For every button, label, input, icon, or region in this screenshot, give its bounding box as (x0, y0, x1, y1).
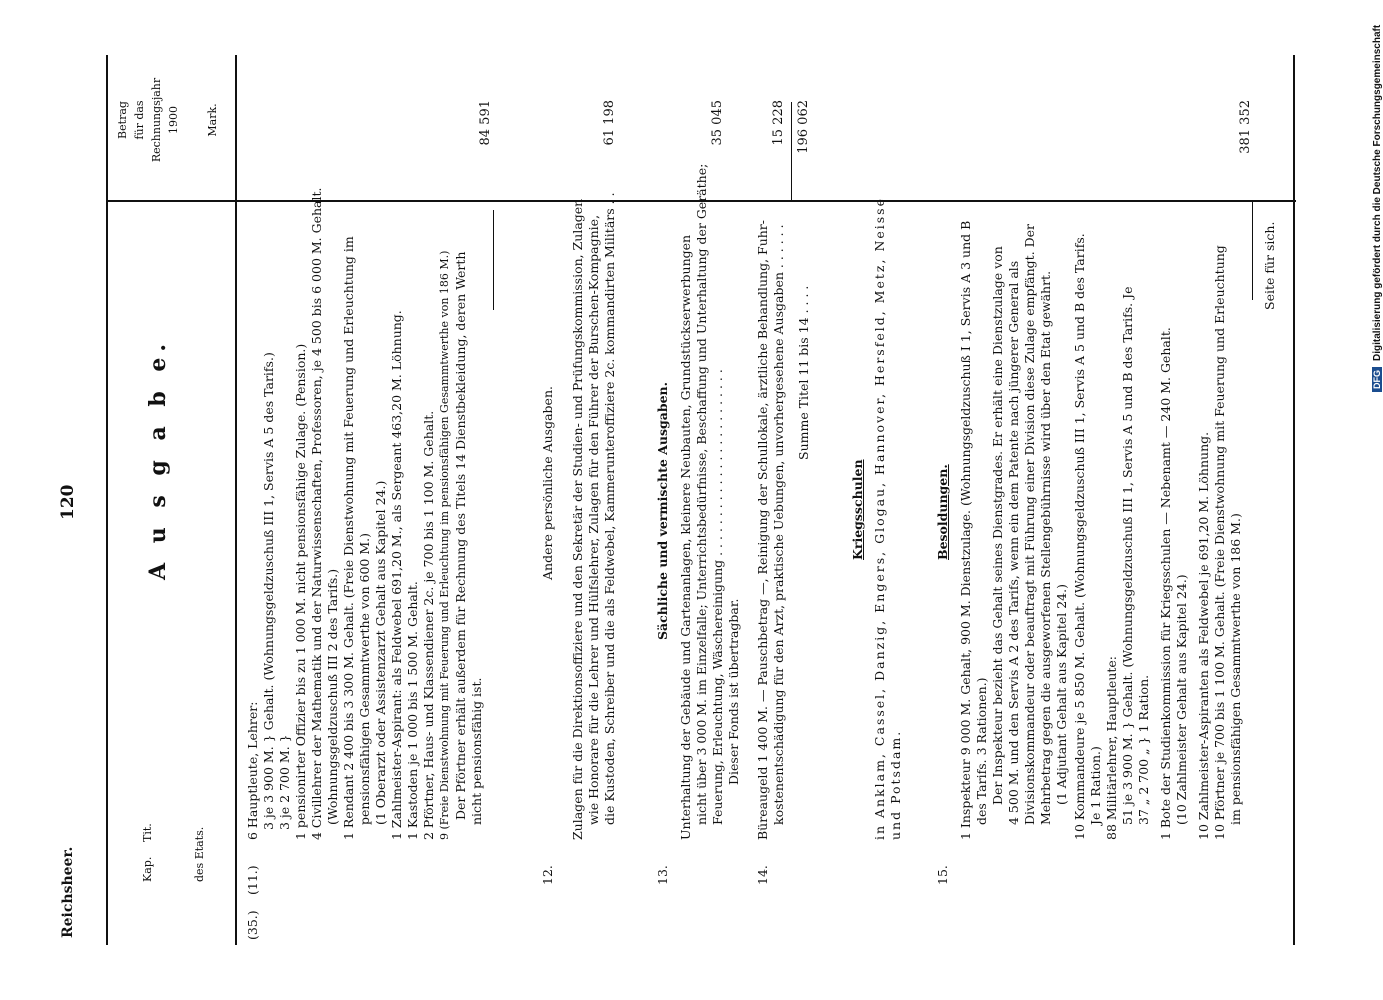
block15-line: Divisionskommandeur oder beauftragt mit Führung einer Division diese Zulage empfängt. Der (1022, 223, 1037, 825)
block11-amount: 84 591 (478, 100, 493, 146)
block15-line: 37 „ 2 700 „ } 1 Ration. (1136, 674, 1151, 825)
block13-heading: Sächliche und vermischte Ausgaben. (655, 382, 670, 640)
block11-line: 4 Civillehrer der Mathematik und der Naturwissenschaften, Professoren, je 4 500 bis 6 000 M. Gehalt. (309, 187, 324, 840)
table-title: A u s g a b e. (145, 337, 171, 580)
kap-35: (35.) (245, 910, 260, 940)
block15-amount: 381 352 (1238, 100, 1253, 154)
block12-line: Zulagen für die Direktionsoffiziere und den Sekretär der Studien- und Prüfungskommission, Zulagen (570, 198, 585, 840)
kriegsschulen-line1: in Anklam, Cassel, Danzig, Engers, Glogau, Hannover, Hersfeld, Metz, Neisse (872, 197, 887, 840)
col-betrag-1: Betrag (116, 101, 129, 139)
block15-line: Der Inspekteur bezieht das Gehalt seines Dienstgrades. Er erhält eine Dienstzulage von (990, 246, 1005, 805)
block11-line: (1 Oberarzt oder Assistenzarzt Gehalt aus Kapitel 24.) (373, 480, 388, 825)
block15-line: 10 Kommandeure je 5 850 M. Gehalt. (Wohnungsgeldzuschuß III 1, Servis A 5 und B des Tarifs. (1072, 233, 1087, 840)
kriegsschulen-heading: Kriegsschulen (850, 459, 865, 560)
tit-14: 14. (755, 865, 770, 885)
block11-line: pensionsfähigen Gesammtwerthe von 600 M.) (357, 533, 372, 825)
block15-line: (10 Zahlmeister Gehalt aus Kapitel 24.) (1174, 574, 1189, 825)
block13-line: Dieser Fonds ist übertragbar. (726, 598, 741, 785)
block15-heading: Besoldungen. (935, 464, 950, 560)
block14-line: kostenentschädigung für den Arzt, praktische Uebungen, unvorhergesehene Ausgaben . . . . . . (771, 224, 786, 825)
col-kap: Kap. (141, 856, 154, 882)
tit-15: 15. (935, 865, 950, 885)
tit-13: 13. (655, 865, 670, 885)
block13-line: nicht über 3 000 M. im Einzelfalle; Unterrichtsbedürfnisse, Beschaffung und Unterhaltung der Geräthe; (694, 163, 709, 825)
block11-line: 2 Pförtner, Haus- und Klassendiener 2c. je 700 bis 1 100 M. Gehalt. (421, 410, 436, 840)
block11-line: Der Pförtner erhält außerdem für Rechnung des Titels 14 Dienstbekleidung, deren Werth (453, 251, 468, 820)
block15-line: 10 Zahlmeister-Aspiranten als Feldwebel je 691,20 M. Löhnung. (1196, 431, 1211, 840)
col-betrag-4: 1900 (167, 106, 180, 134)
block13-line: Feuerung, Erleuchtung, Wäschereinigung . . . . . . . . . . . . . . . . . . . . . . . . (710, 369, 725, 825)
block11-line: 1 Kastoden je 1 000 bis 1 500 M. Gehalt. (405, 581, 420, 840)
block15-line: Mehrbetrag gegen die ausgeworfenen Stellengebührnisse wird über den Etat gewährt. (1038, 270, 1053, 825)
block11-line: 1 Zahlmeister-Aspirant: als Feldwebel 691,20 M., als Sergeant 463,20 M. Löhnung. (389, 310, 404, 840)
header-left: Reichsheer. (60, 846, 76, 938)
block15-line: Je 1 Ration.) (1088, 746, 1103, 825)
top-rule (106, 55, 108, 945)
tit-11: (11.) (245, 865, 260, 895)
block11-line: 6 Hauptleute, Lehrer: (245, 701, 260, 840)
header-rule (235, 55, 237, 945)
block15-line: 88 Militärlehrer, Hauptleute: (1104, 656, 1119, 840)
block11-line: 1 pensionirter Offizier bis zu 1 000 M. nicht pensionsfähige Zulage. (Pension.) (293, 343, 308, 840)
col-betrag-5: Mark. (206, 103, 219, 137)
block15-line: 10 Pförtner je 700 bis 1 100 M. Gehalt. (Freie Dienstwohnung mit Feuerung und Erleuchtung (1212, 245, 1227, 840)
block12-amount: 61 198 (602, 100, 617, 146)
block13-line: Unterhaltung der Gebäude und Gartenanlagen, kleinere Neubauten, Grundstückserwerbungen (678, 234, 693, 840)
block15-line: 4 500 M. und den Servis A 2 des Tarifs, wenn ein dem Patente nach jüngerer General als (1006, 260, 1021, 825)
block11-line: nicht pensionsfähig ist. (469, 677, 484, 825)
page-number: 120 (58, 484, 78, 520)
tit-12: 12. (540, 865, 555, 885)
block11-line: 9 (Freie Dienstwohnung mit Feuerung und Erleuchtung im pensionsfähigen Gesammtwerthe von 186 M.) (438, 250, 451, 840)
block11-line: 3 je 2 700 M. } (277, 734, 292, 830)
block12-line: die Kustoden, Schreiber und die als Feldwebel, Kammerunteroffiziere 2c. kommandirten Militärs . . (602, 192, 617, 825)
block15-line: (1 Adjutant Gehalt aus Kapitel 24.) (1054, 584, 1069, 805)
summe-label: Summe Titel 11 bis 14 . . . . (796, 285, 811, 460)
dfg-logo: DFG (1372, 367, 1382, 392)
col-des-etats: des Etats. (193, 826, 206, 882)
block14-amount: 15 228 (771, 100, 786, 146)
col-betrag-2: für das (133, 100, 146, 140)
block15-line: des Tarifs. 3 Rationen.) (974, 677, 989, 825)
block15-line: im pensionsfähigen Gesammtwerthe von 186 M.) (1228, 513, 1243, 825)
block13-amount: 35 045 (710, 100, 725, 146)
summe-amount: 196 062 (796, 100, 811, 154)
summe-rule (791, 102, 792, 202)
col-tit: Tit. (141, 823, 154, 842)
block14-line: Büreaugeld 1 400 M. — Pauschbetrag —, Reinigung der Schullokale, ärztliche Behandlung, Fuhr- (755, 219, 770, 840)
bottom-rule (1293, 55, 1295, 945)
block11-line: (Wohnungsgeldzuschuß III 2 des Tarifs.) (325, 568, 340, 825)
block11-line: 3 je 3 900 M. } Gehalt. (Wohnungsgeldzuschuß III 1, Servis A 5 des Tarifs.) (261, 352, 276, 830)
block11-subtotal-rule (493, 210, 494, 310)
kriegsschulen-line2: und Potsdam. (888, 729, 903, 840)
block15-line: 51 je 3 900 M. } Gehalt. (Wohnungsgeldzuschuß III 1, Servis A 5 und B des Tarifs. Je (1120, 286, 1135, 825)
col-betrag-3: Rechnungsjahr (150, 77, 163, 163)
block12-heading: Andere persönliche Ausgaben. (540, 386, 555, 580)
block12-line: wie Honorare für die Lehrer und Hülfslehrer, Zulagen für den Führer der Burschen-Kompagnie, (586, 214, 601, 825)
block11-line: 1 Rendant 2 400 bis 3 300 M. Gehalt. (Freie Dienstwohnung mit Feuerung und Erleuchtung im (341, 236, 356, 840)
side-note-text: Digitalisierung gefördert durch die Deutsche Forschungsgemeinschaft (1372, 24, 1383, 361)
block15-footer: Seite für sich. (1262, 221, 1277, 310)
block15-line: 1 Inspekteur 9 000 M. Gehalt, 900 M. Dienstzulage. (Wohnungsgeldzuschuß I 1, Servis A 3 und B (958, 220, 973, 840)
block15-line: 1 Bote der Studienkommission für Kriegsschulen — Nebenamt — 240 M. Gehalt. (1158, 327, 1173, 840)
block15-subtotal-rule (1252, 202, 1253, 300)
